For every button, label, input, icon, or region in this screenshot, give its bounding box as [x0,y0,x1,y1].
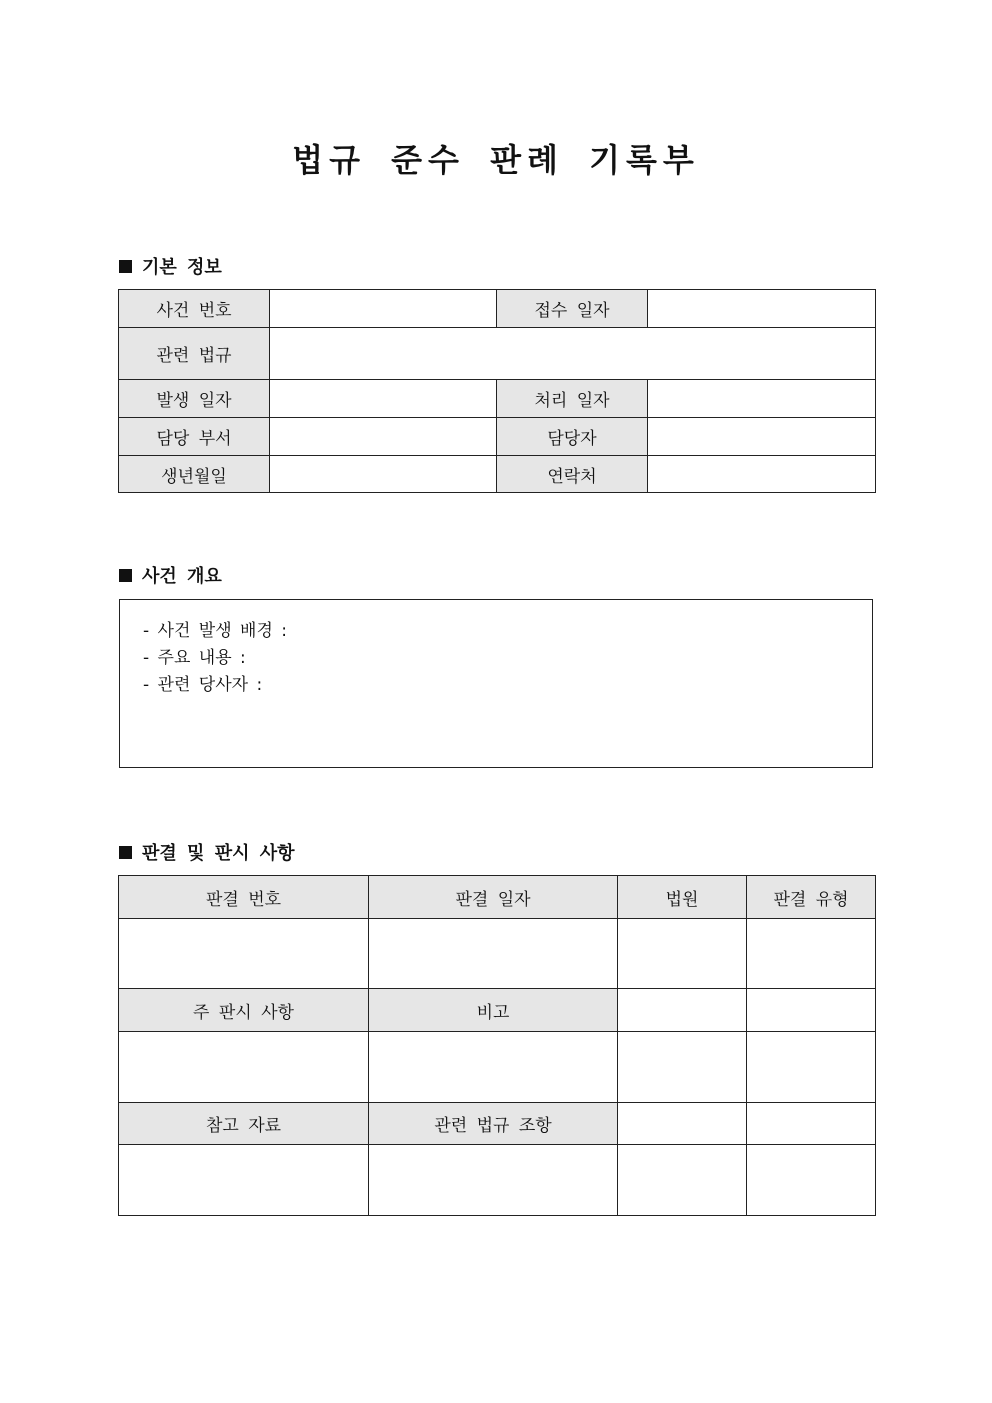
field-references[interactable] [119,1145,369,1216]
field-judgment-type[interactable] [747,919,876,989]
field-department[interactable] [270,418,497,456]
field-case-number[interactable] [270,290,497,328]
section-overview-label: 사건 개요 [142,566,222,587]
overview-line-main-content: - 주요 내용 : [143,648,246,668]
field-main-holding[interactable] [119,1032,369,1103]
square-bullet-icon [119,260,132,273]
field-related-law[interactable] [270,328,876,380]
overview-line-parties: - 관련 당사자 : [143,675,263,695]
cell-empty[interactable] [747,989,876,1032]
square-bullet-icon [119,846,132,859]
header-judgment-type: 판결 유형 [747,876,876,919]
field-court[interactable] [618,919,747,989]
header-judgment-number: 판결 번호 [119,876,369,919]
cell-empty[interactable] [618,1145,747,1216]
field-manager[interactable] [648,418,876,456]
document-title: 법규 준수 판례 기록부 [292,141,700,179]
cell-empty[interactable] [747,1103,876,1145]
field-related-articles[interactable] [369,1145,618,1216]
field-judgment-date[interactable] [369,919,618,989]
cell-empty[interactable] [747,1145,876,1216]
section-basic-info-label: 기본 정보 [142,257,222,278]
label-case-number: 사건 번호 [119,290,270,328]
field-receipt-date[interactable] [648,290,876,328]
label-manager: 담당자 [497,418,648,456]
section-judgment-heading [119,839,295,865]
header-related-articles: 관련 법규 조항 [369,1103,618,1145]
field-process-date[interactable] [648,380,876,418]
label-occur-date: 발생 일자 [119,380,270,418]
judgment-table [118,875,876,1216]
cell-empty[interactable] [618,1032,747,1103]
label-birth-date: 생년월일 [119,456,270,493]
field-remarks[interactable] [369,1032,618,1103]
label-department: 담당 부서 [119,418,270,456]
field-occur-date[interactable] [270,380,497,418]
cell-empty[interactable] [747,1032,876,1103]
overview-line-background: - 사건 발생 배경 : [143,621,288,641]
section-overview-heading [119,562,222,588]
section-basic-info-heading [119,253,222,279]
label-process-date: 처리 일자 [497,380,648,418]
field-judgment-number[interactable] [119,919,369,989]
field-birth-date[interactable] [270,456,497,493]
label-receipt-date: 접수 일자 [497,290,648,328]
header-main-holding: 주 판시 사항 [119,989,369,1032]
basic-info-table [118,289,876,493]
header-references: 참고 자료 [119,1103,369,1145]
field-contact[interactable] [648,456,876,493]
overview-box[interactable] [119,599,873,768]
square-bullet-icon [119,569,132,582]
header-court: 법원 [618,876,747,919]
cell-empty[interactable] [618,989,747,1032]
section-judgment-label: 판결 및 판시 사항 [142,843,295,864]
header-remarks: 비고 [369,989,618,1032]
label-related-law: 관련 법규 [119,328,270,380]
header-judgment-date: 판결 일자 [369,876,618,919]
cell-empty[interactable] [618,1103,747,1145]
label-contact: 연락처 [497,456,648,493]
